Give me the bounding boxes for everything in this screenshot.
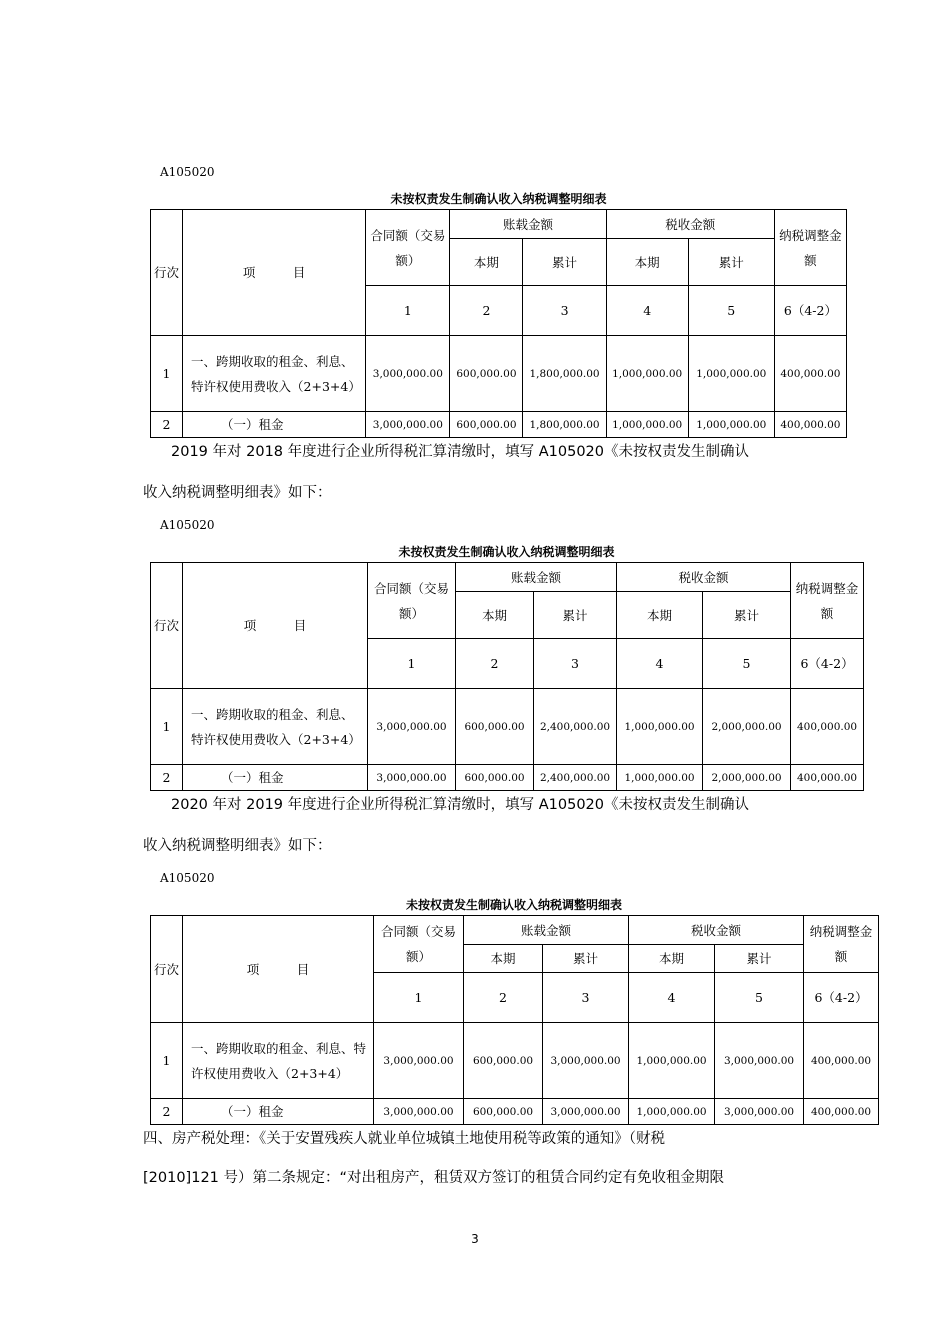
- header-adjust-amount: 纳税调整金额: [774, 210, 846, 286]
- header-book-current: 本期: [450, 239, 523, 286]
- header-tax-amount: 税收金额: [606, 210, 774, 239]
- form-code: A105020: [160, 518, 215, 532]
- paragraph-line: 2019 年对 2018 年度进行企业所得税汇算清缴时，填写 A105020《未按权责发生制确认: [171, 444, 750, 460]
- col-number: 5: [703, 639, 791, 689]
- header-book-cumulative: 累计: [523, 239, 606, 286]
- cell-value: 3,000,000.00: [374, 1099, 464, 1125]
- row-number: 2: [151, 412, 183, 438]
- cell-value: 600,000.00: [450, 412, 523, 438]
- cell-value: 1,000,000.00: [629, 1023, 715, 1099]
- table-title: 未按权责发生制确认收入纳税调整明细表: [390, 192, 607, 206]
- col-number: 3: [534, 639, 617, 689]
- header-tax-cumulative: 累计: [688, 239, 774, 286]
- col-number: 1: [368, 639, 456, 689]
- cell-value: 1,800,000.00: [523, 412, 606, 438]
- header-contract: 合同额（交易额）: [374, 916, 464, 973]
- row-item: （一）租金: [183, 1099, 374, 1125]
- cell-value: 1,000,000.00: [688, 336, 774, 412]
- col-number: 2: [450, 286, 523, 336]
- cell-value: 3,000,000.00: [374, 1023, 464, 1099]
- header-item: 项 目: [183, 563, 368, 689]
- paragraph-line: 2020 年对 2019 年度进行企业所得税汇算清缴时，填写 A105020《未按权责发生制确认: [171, 797, 750, 813]
- cell-value: 1,000,000.00: [617, 689, 703, 765]
- paragraph-line: 收入纳税调整明细表》如下：: [143, 485, 332, 501]
- row-item: 一、跨期收取的租金、利息、特许权使用费收入（2+3+4）: [183, 336, 366, 412]
- col-number: 6（4-2）: [791, 639, 864, 689]
- header-item: 项 目: [183, 210, 366, 336]
- col-number: 5: [715, 973, 804, 1023]
- header-book-cumulative: 累计: [543, 945, 629, 973]
- page-number: 3: [471, 1232, 479, 1246]
- col-number: 4: [629, 973, 715, 1023]
- row-item: 一、跨期收取的租金、利息、特许权使用费收入（2+3+4）: [183, 1023, 374, 1099]
- cell-value: 600,000.00: [456, 689, 534, 765]
- col-number: 4: [617, 639, 703, 689]
- col-number: 2: [464, 973, 543, 1023]
- cell-value: 1,000,000.00: [606, 336, 688, 412]
- cell-value: 3,000,000.00: [715, 1099, 804, 1125]
- header-adjust-amount: 纳税调整金额: [791, 563, 864, 639]
- col-number: 5: [688, 286, 774, 336]
- cell-value: 400,000.00: [791, 765, 864, 791]
- cell-value: 3,000,000.00: [715, 1023, 804, 1099]
- header-adjust-amount: 纳税调整金额: [804, 916, 879, 973]
- col-number: 1: [374, 973, 464, 1023]
- col-number: 6（4-2）: [804, 973, 879, 1023]
- cell-value: 2,000,000.00: [703, 765, 791, 791]
- cell-value: 2,000,000.00: [703, 689, 791, 765]
- cell-value: 3,000,000.00: [368, 689, 456, 765]
- header-row-no: 行次: [151, 563, 183, 689]
- header-contract: 合同额（交易额）: [366, 210, 450, 286]
- cell-value: 3,000,000.00: [366, 412, 450, 438]
- cell-value: 400,000.00: [774, 336, 846, 412]
- row-item: （一）租金: [183, 412, 366, 438]
- cell-value: 1,000,000.00: [629, 1099, 715, 1125]
- row-number: 1: [151, 1023, 183, 1099]
- cell-value: 400,000.00: [804, 1099, 879, 1125]
- adjustment-table: [150, 209, 847, 438]
- form-code: A105020: [160, 165, 215, 179]
- cell-value: 3,000,000.00: [366, 336, 450, 412]
- cell-value: 400,000.00: [791, 689, 864, 765]
- header-contract: 合同额（交易额）: [368, 563, 456, 639]
- header-tax-amount: 税收金额: [629, 916, 804, 945]
- paragraph-line: [2010]121 号）第二条规定：“对出租房产，租赁双方签订的租赁合同约定有免收租金期限: [143, 1170, 725, 1186]
- cell-value: 400,000.00: [804, 1023, 879, 1099]
- col-number: 3: [543, 973, 629, 1023]
- row-number: 2: [151, 1099, 183, 1125]
- cell-value: 3,000,000.00: [543, 1099, 629, 1125]
- header-tax-cumulative: 累计: [715, 945, 804, 973]
- table-title: 未按权责发生制确认收入纳税调整明细表: [398, 545, 615, 559]
- header-row-no: 行次: [151, 210, 183, 336]
- cell-value: 3,000,000.00: [368, 765, 456, 791]
- header-tax-current: 本期: [606, 239, 688, 286]
- cell-value: 1,000,000.00: [688, 412, 774, 438]
- header-book-amount: 账载金额: [450, 210, 606, 239]
- header-tax-current: 本期: [617, 592, 703, 639]
- cell-value: 400,000.00: [774, 412, 846, 438]
- header-book-amount: 账载金额: [464, 916, 629, 945]
- cell-value: 600,000.00: [456, 765, 534, 791]
- header-tax-amount: 税收金额: [617, 563, 791, 592]
- cell-value: 3,000,000.00: [543, 1023, 629, 1099]
- cell-value: 2,400,000.00: [534, 765, 617, 791]
- cell-value: 1,800,000.00: [523, 336, 606, 412]
- cell-value: 600,000.00: [450, 336, 523, 412]
- row-item: （一）租金: [183, 765, 368, 791]
- row-number: 1: [151, 336, 183, 412]
- header-book-current: 本期: [464, 945, 543, 973]
- cell-value: 1,000,000.00: [606, 412, 688, 438]
- paragraph-line: 收入纳税调整明细表》如下：: [143, 838, 332, 854]
- table-title: 未按权责发生制确认收入纳税调整明细表: [405, 898, 622, 912]
- cell-value: 1,000,000.00: [617, 765, 703, 791]
- header-tax-current: 本期: [629, 945, 715, 973]
- header-book-cumulative: 累计: [534, 592, 617, 639]
- header-tax-cumulative: 累计: [703, 592, 791, 639]
- form-code: A105020: [160, 871, 215, 885]
- header-row-no: 行次: [151, 916, 183, 1023]
- col-number: 4: [606, 286, 688, 336]
- row-item: 一、跨期收取的租金、利息、特许权使用费收入（2+3+4）: [183, 689, 368, 765]
- header-item: 项 目: [183, 916, 374, 1023]
- adjustment-table: [150, 562, 864, 791]
- col-number: 6（4-2）: [774, 286, 846, 336]
- row-number: 2: [151, 765, 183, 791]
- paragraph-line: 四、房产税处理：《关于安置残疾人就业单位城镇土地使用税等政策的通知》（财税: [143, 1131, 665, 1147]
- col-number: 1: [366, 286, 450, 336]
- col-number: 3: [523, 286, 606, 336]
- header-book-current: 本期: [456, 592, 534, 639]
- row-number: 1: [151, 689, 183, 765]
- col-number: 2: [456, 639, 534, 689]
- cell-value: 2,400,000.00: [534, 689, 617, 765]
- cell-value: 600,000.00: [464, 1023, 543, 1099]
- cell-value: 600,000.00: [464, 1099, 543, 1125]
- adjustment-table: [150, 915, 879, 1125]
- header-book-amount: 账载金额: [456, 563, 617, 592]
